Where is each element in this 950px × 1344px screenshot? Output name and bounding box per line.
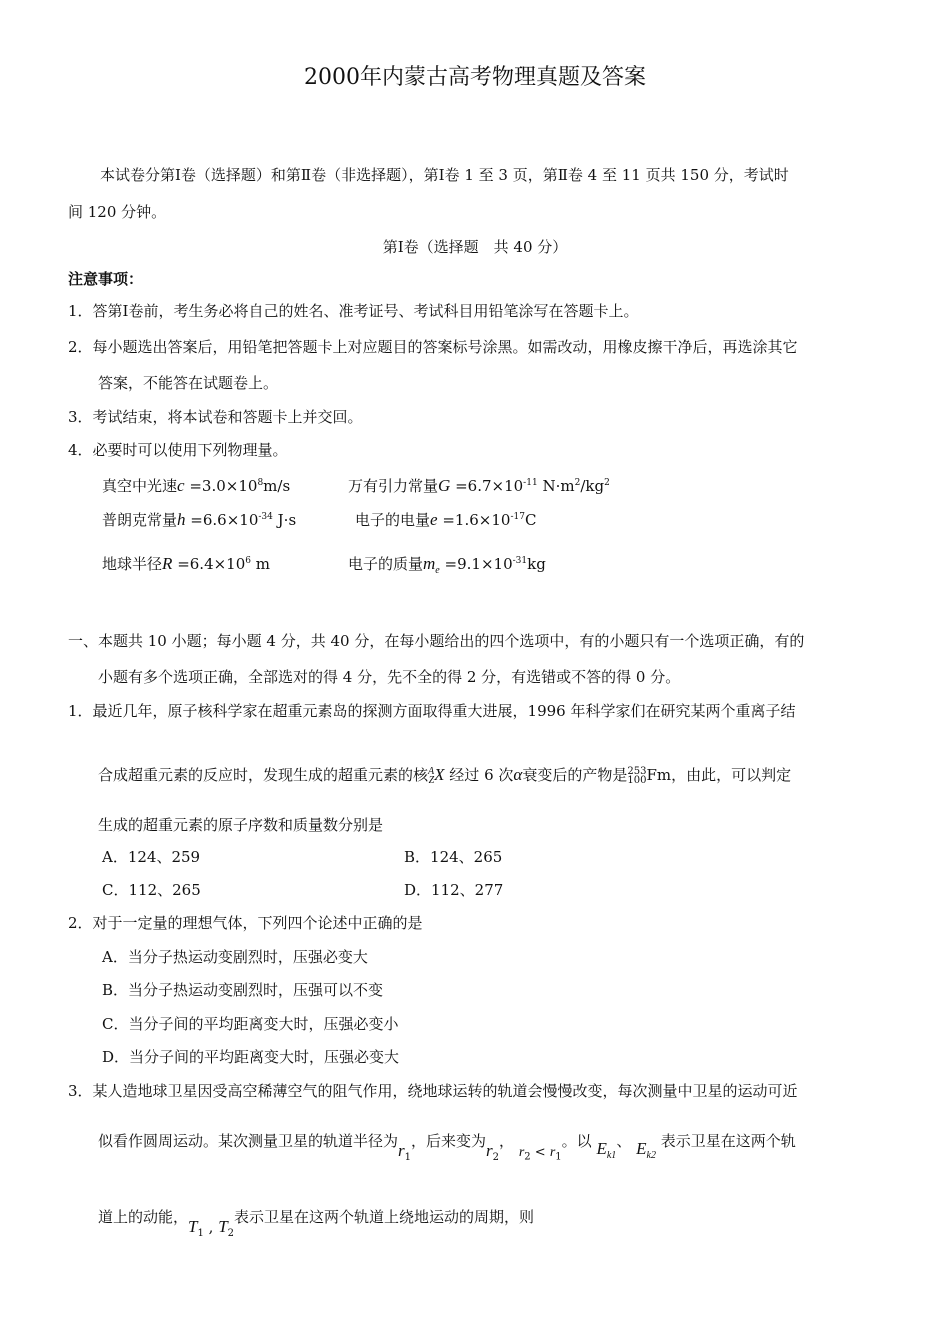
period-symbol: T xyxy=(218,1217,228,1236)
radius-subscript: 1 xyxy=(555,1151,562,1163)
period-subscript: 1 xyxy=(197,1228,204,1239)
q1-option: B．124、265 xyxy=(404,848,503,866)
nuclide-symbol: X xyxy=(434,765,445,784)
constant-label: 电子的质量 xyxy=(348,555,424,573)
q3-text: , xyxy=(208,1218,214,1236)
constant-unit: /kg xyxy=(580,477,605,495)
constant-unit: m/s xyxy=(263,477,291,495)
constant-exponent: -17 xyxy=(510,512,525,522)
constant-me xyxy=(348,550,546,582)
period-symbol: T xyxy=(188,1217,198,1236)
constant-exponent: -34 xyxy=(258,512,273,522)
q1-text: ，由此，可以判定 xyxy=(671,766,792,784)
q1-line-1: 1．最近几年，原子核科学家在超重元素岛的探测方面取得重大进展，1996 年科学家们在研究某两个重离子结 xyxy=(68,702,796,720)
energy-subscript: k1 xyxy=(606,1150,617,1161)
constant-symbol: c xyxy=(177,476,185,495)
q3-text: 似看作圆周运动。某次测量卫星的轨道半径为 xyxy=(98,1132,399,1150)
intro-line-2: 间 120 分钟。 xyxy=(68,203,167,221)
period-subscript: 2 xyxy=(227,1228,235,1239)
constant-symbol: e xyxy=(430,510,438,529)
radius-subscript: 1 xyxy=(404,1152,412,1163)
constant-value: =6.6×10 xyxy=(190,511,259,529)
constant-unit: m xyxy=(255,555,271,573)
constant-unit-exponent: 2 xyxy=(574,478,581,488)
notes-heading: 注意事项： xyxy=(68,270,144,288)
q2-stem: 2．对于一定量的理想气体，下列四个论述中正确的是 xyxy=(68,914,423,932)
constant-exponent: -31 xyxy=(512,556,528,566)
constant-value: =6.4×10 xyxy=(177,555,246,573)
constant-exponent: 6 xyxy=(245,556,252,566)
constant-label: 电子的电量 xyxy=(355,511,431,529)
q1-option: A．124、259 xyxy=(102,848,201,866)
constant-exponent: -11 xyxy=(523,478,538,488)
constant-R xyxy=(102,550,270,575)
q1-text: 衰变后的产物是 xyxy=(522,766,628,784)
q3-line-1: 3．某人造地球卫星因受高空稀薄空气的阻气作用，绕地球运转的轨道会慢慢改变，每次测量中卫星的运动可近 xyxy=(68,1082,798,1100)
constant-label: 万有引力常量 xyxy=(348,477,439,495)
radius-symbol: r xyxy=(486,1141,493,1160)
radius-subscript: 2 xyxy=(492,1152,500,1163)
radius-subscript: 2 xyxy=(524,1151,531,1163)
constant-exponent: 8 xyxy=(257,478,264,488)
q3-text: 。以 xyxy=(561,1132,592,1150)
alpha-symbol: α xyxy=(513,765,523,784)
note-item: 4．必要时可以使用下列物理量。 xyxy=(68,441,288,459)
q3-text: ，后来变为 xyxy=(411,1132,487,1150)
q1-option: C．112、265 xyxy=(102,881,201,899)
constant-G xyxy=(348,472,610,497)
constant-subscript: e xyxy=(435,565,440,576)
constant-h xyxy=(102,506,296,531)
nuclide-atomic-number: 100 xyxy=(627,775,647,786)
nuclide-atomic-number: Z xyxy=(428,775,435,786)
q2-option: B．当分子热运动变剧烈时，压强可以不变 xyxy=(102,981,384,999)
constant-value: =3.0×10 xyxy=(189,477,258,495)
nuclide-mass-number: A xyxy=(428,766,435,777)
radius-symbol: r xyxy=(549,1145,556,1160)
q1-text: 经过 6 次 xyxy=(449,766,514,784)
q3-text: 表示卫星在这两个轨 xyxy=(660,1132,796,1150)
constant-unit: J·s xyxy=(277,511,297,529)
nuclide-symbol: Fm xyxy=(646,766,672,784)
constant-symbol: h xyxy=(177,510,186,529)
radius-symbol: r xyxy=(398,1141,405,1160)
part1-line-2: 小题有多个选项正确，全部选对的得 4 分，先不全的得 2 分，有选错或不答的得 0 分。 xyxy=(98,668,681,686)
constant-unit: kg xyxy=(527,555,546,573)
document-title: 2000年内蒙古高考物理真题及答案 xyxy=(304,65,646,90)
energy-subscript: k2 xyxy=(646,1150,656,1161)
constant-value: =9.1×10 xyxy=(444,555,513,573)
less-than-sign: < xyxy=(534,1145,546,1160)
constant-e xyxy=(355,506,536,531)
q1-option: D．112、277 xyxy=(404,881,504,899)
constant-symbol: R xyxy=(162,554,173,573)
constant-symbol: G xyxy=(438,476,451,495)
constant-label: 普朗克常量 xyxy=(102,511,178,529)
constant-unit-exponent: 2 xyxy=(604,478,610,488)
q1-line-2 xyxy=(98,764,791,786)
constant-value: =6.7×10 xyxy=(455,477,524,495)
intro-line-1: 本试卷分第Ⅰ卷（选择题）和第Ⅱ卷（非选择题），第Ⅰ卷 1 至 3 页，第Ⅱ卷 4 至 11 页共 150 分，考试时 xyxy=(100,166,789,184)
q1-line-3: 生成的超重元素的原子序数和质量数分别是 xyxy=(98,816,384,834)
constant-label: 真空中光速 xyxy=(102,477,178,495)
constant-c xyxy=(102,472,290,497)
q2-option: C．当分子间的平均距离变大时，压强必变小 xyxy=(102,1015,399,1033)
part1-line-1: 一、本题共 10 小题；每小题 4 分，共 40 分，在每小题给出的四个选项中，有的小题只有一个选项正确，有的 xyxy=(68,632,805,650)
note-item: 3．考试结束，将本试卷和答题卡上并交回。 xyxy=(68,408,363,426)
note-item: 答案，不能答在试题卷上。 xyxy=(98,374,279,392)
energy-symbol: E xyxy=(636,1139,647,1158)
q2-option: A．当分子热运动变剧烈时，压强必变大 xyxy=(102,948,368,966)
constant-unit: C xyxy=(524,511,537,529)
energy-symbol: E xyxy=(596,1139,607,1158)
note-item: 1．答第Ⅰ卷前，考生务必将自己的姓名、准考证号、考试科目用铅笔涂写在答题卡上。 xyxy=(68,302,639,320)
constant-label: 地球半径 xyxy=(102,555,163,573)
constant-symbol: m xyxy=(423,554,436,573)
q3-text: 表示卫星在这两个轨道上绕地运动的周期，则 xyxy=(234,1208,535,1226)
constant-unit: N·m xyxy=(542,477,575,495)
nuclide-fm-scripts xyxy=(627,767,646,785)
radius-symbol: r xyxy=(518,1145,525,1160)
q1-text: 合成超重元素的反应时，发现生成的超重元素的核 xyxy=(98,766,429,784)
q3-text: 道上的动能， xyxy=(98,1208,189,1226)
q3-line-3 xyxy=(98,1206,535,1239)
q2-option: D．当分子间的平均距离变大时，压强必变大 xyxy=(102,1048,400,1066)
q3-line-2 xyxy=(98,1130,796,1163)
constant-value: =1.6×10 xyxy=(442,511,511,529)
q3-text: ， xyxy=(499,1132,515,1150)
section-heading: 第Ⅰ卷（选择题 共 40 分） xyxy=(382,238,568,256)
q3-text: 、 xyxy=(616,1132,632,1150)
note-item: 2．每小题选出答案后，用铅笔把答题卡上对应题目的答案标号涂黑。如需改动，用橡皮擦干净后，再选涂其它 xyxy=(68,338,798,356)
nuclide-mass-number: 253 xyxy=(627,766,647,777)
